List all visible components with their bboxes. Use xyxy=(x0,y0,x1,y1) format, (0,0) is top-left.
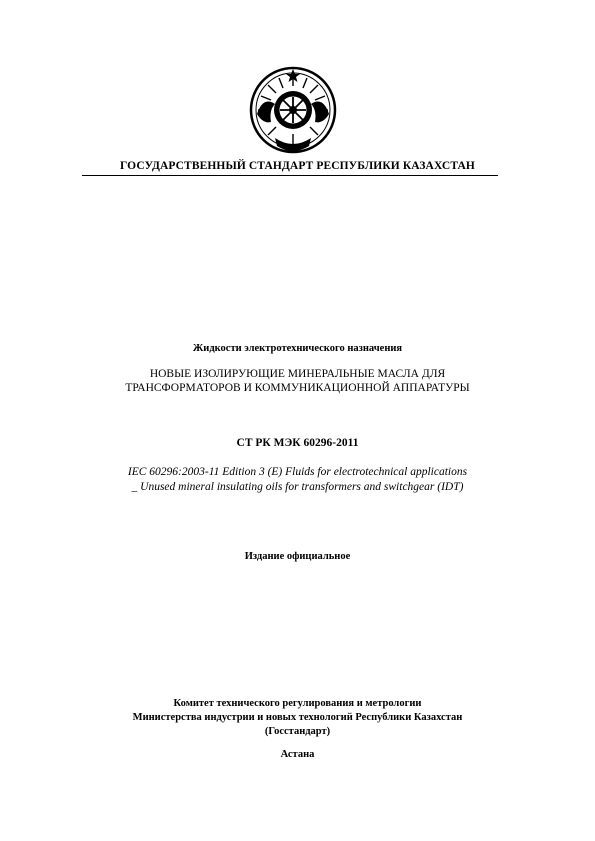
document-title-line: ТРАНСФОРМАТОРОВ И КОММУНИКАЦИОННОЙ АППАРАТУРЫ xyxy=(125,382,470,394)
header-divider xyxy=(82,175,498,176)
iec-reference-line: IEC 60296:2003-11 Edition 3 (E) Fluids for electrotechnical applications xyxy=(127,466,468,478)
iec-reference-line: _ Unused mineral insulating oils for transformers and switchgear (IDT) xyxy=(131,481,464,493)
publisher-block xyxy=(0,697,595,739)
publisher-line: Министерства индустрии и новых технологий Республики Казахстан xyxy=(132,712,463,723)
publisher-line: Комитет технического регулирования и метрологии xyxy=(173,698,422,709)
publisher-line: (Госстандарт) xyxy=(264,726,331,737)
edition-label: Издание официальное xyxy=(244,551,351,562)
standard-designation: СТ РК МЭК 60296-2011 xyxy=(236,437,359,449)
state-emblem-icon xyxy=(249,66,337,154)
document-subtitle: Жидкости электротехнического назначения xyxy=(192,343,403,354)
document-title xyxy=(0,367,595,395)
document-title-line: НОВЫЕ ИЗОЛИРУЮЩИЕ МИНЕРАЛЬНЫЕ МАСЛА ДЛЯ xyxy=(149,368,446,380)
publication-city: Астана xyxy=(280,749,315,760)
header-title: ГОСУДАРСТВЕННЫЙ СТАНДАРТ РЕСПУБЛИКИ КАЗАХСТАН xyxy=(120,160,475,172)
iec-reference xyxy=(0,465,595,495)
